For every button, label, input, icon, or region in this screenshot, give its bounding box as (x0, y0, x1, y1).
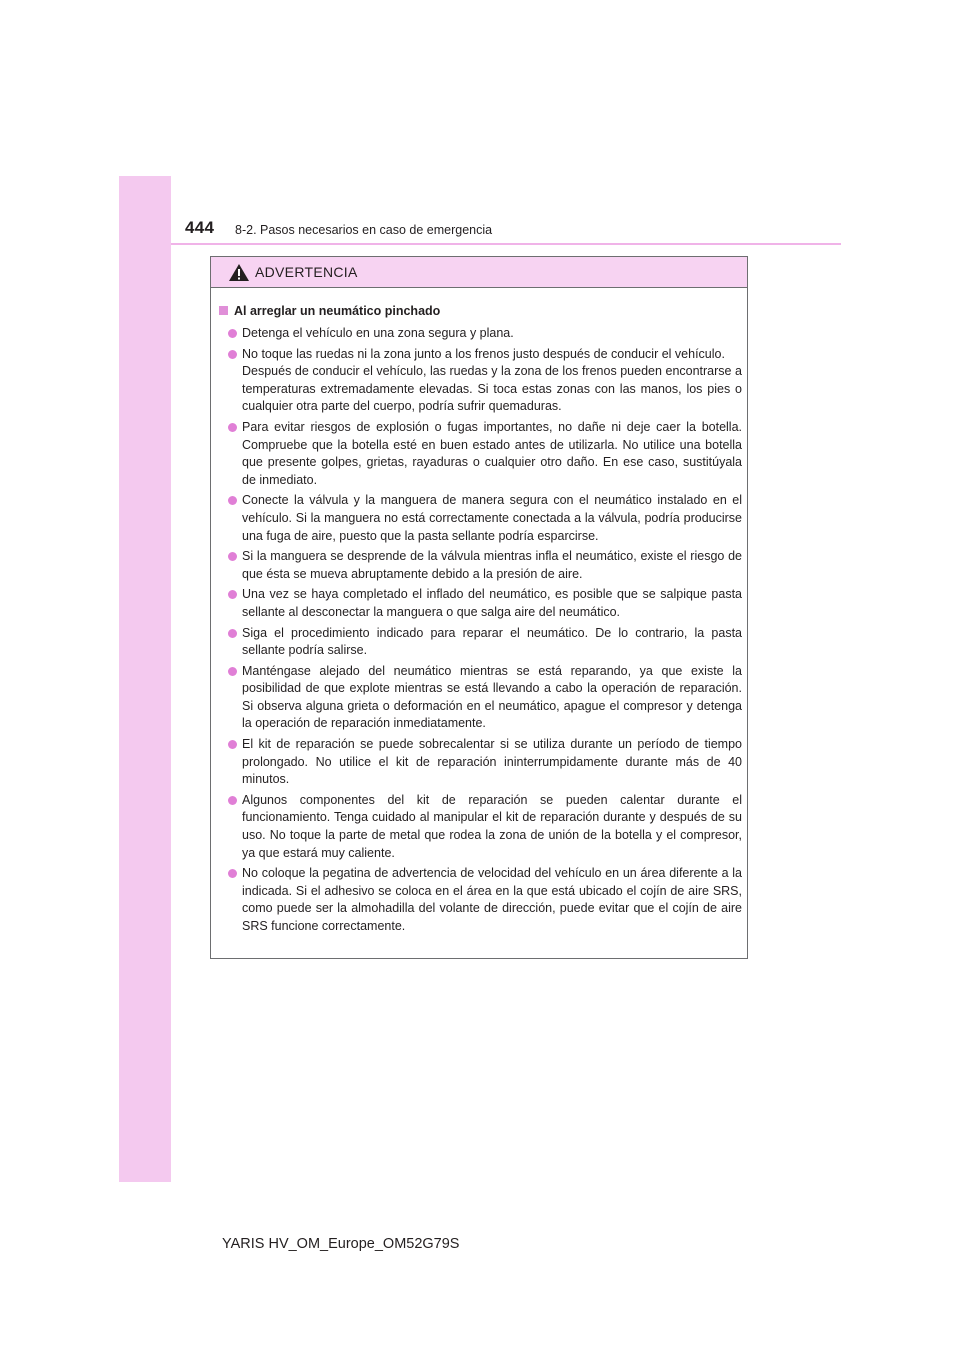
warning-bullet-text: Manténgase alejado del neumático mientras se está reparando, ya que existe la posibilidad de que explote mientras se está llevando a cabo la operación de reparación. Si observa alguna grieta o deformación en el neumático, apague el compresor y detenga la operación de reparación inmediatamente. (242, 663, 742, 731)
warning-bullet-text: El kit de reparación se puede sobrecalentar si se utiliza durante un período de tiempo prolongado. No utilice el kit de reparación ininterrumpidamente durante más de 40 minutos. (242, 737, 742, 787)
warning-bullet-text: Siga el procedimiento indicado para reparar el neumático. De lo contrario, la pasta sellante podría salirse. (242, 625, 742, 658)
square-bullet-icon (219, 306, 228, 315)
warning-bullet-text: Conecte la válvula y la manguera de manera segura con el neumático instalado en el vehículo. Si la manguera no está correctamente conectada a la válvula, podría producirse una fuga de aire, puesto que la pasta sellante podría esparcirse. (242, 493, 742, 543)
warning-header (211, 257, 747, 288)
warning-bullet-item (219, 325, 742, 343)
warning-bullet-item (219, 586, 742, 621)
warning-bullet-item (219, 346, 742, 416)
warning-bullet-text: No toque las ruedas ni la zona junto a los frenos justo después de conducir el vehículo. Después de conducir el vehículo, las ruedas y la zona de los frenos pueden encontrarse a temperaturas extremadamente elevadas. Si toca estas zonas con las manos, los pies o cualquier otra parte del cuerpo, podría sufrir quemaduras. (242, 346, 742, 414)
warning-bullet-item (219, 663, 742, 733)
warning-bullet-item (219, 492, 742, 545)
warning-bullet-text: Una vez se haya completado el inflado del neumático, es posible que se salpique pasta sellante al desconectar la manguera o que salga aire del neumático. (242, 587, 742, 619)
bullet-dot-icon (228, 423, 237, 432)
warning-bullet-text: Para evitar riesgos de explosión o fugas importantes, no dañe ni deje caer la botella. Compruebe que la botella esté en buen estado antes de utilizarla. No utilice una botella que presente golpes, grietas, rayaduras o cualquier otro daño. En ese caso, sustitúyala de inmediato. (242, 419, 742, 487)
warning-bullet-item (219, 792, 742, 862)
warning-bullet-text: Si la manguera se desprende de la válvula mientras infla el neumático, existe el riesgo de que ésta se mueva abruptamente debido a la presión de aire. (242, 549, 742, 581)
warning-bullet-text: Algunos componentes del kit de reparación se pueden calentar durante el funcionamiento. Tenga cuidado al manipular el kit de reparación durante y después de su uso. No toque la parte de metal que rodea la zona de unión de la botella y el compresor, ya que estará muy caliente. (242, 792, 742, 860)
bullet-dot-icon (228, 350, 237, 359)
bullet-dot-icon (228, 552, 237, 561)
bullet-dot-icon (228, 496, 237, 505)
warning-subheading-text: Al arreglar un neumático pinchado (234, 303, 441, 318)
warning-bullet-text: Detenga el vehículo en una zona segura y plana. (242, 326, 514, 340)
warning-bullet-item (219, 548, 742, 583)
bullet-dot-icon (228, 329, 237, 338)
warning-bullet-text: No coloque la pegatina de advertencia de velocidad del vehículo en un área diferente a la indicada. Si el adhesivo se coloca en el área en la que está ubicado el cojín de aire SRS, como puede ser la almohadilla del volante de dirección, puede evitar que el cojín de aire SRS funcione correctamente. (242, 866, 742, 933)
warning-subheading (219, 302, 742, 319)
bullet-dot-icon (228, 740, 237, 749)
bullet-dot-icon (228, 869, 237, 878)
warning-triangle-icon (228, 263, 250, 282)
bullet-dot-icon (228, 590, 237, 599)
warning-bullet-list (219, 325, 742, 936)
header-rule (171, 243, 841, 245)
bullet-dot-icon (228, 796, 237, 805)
page-number: 444 (185, 218, 215, 237)
warning-bullet-item (219, 625, 742, 660)
warning-bullet-item (219, 419, 742, 489)
warning-bullet-item (219, 865, 742, 935)
warning-body (211, 288, 747, 936)
bullet-dot-icon (228, 667, 237, 676)
warning-title: ADVERTENCIA (255, 264, 358, 280)
footer-document-code: YARIS HV_OM_Europe_OM52G79S (222, 1236, 460, 1252)
warning-box (210, 256, 748, 959)
warning-bullet-item (219, 736, 742, 789)
side-tab-band (119, 176, 171, 1182)
bullet-dot-icon (228, 629, 237, 638)
section-title: 8-2. Pasos necesarios en caso de emergencia (235, 223, 493, 237)
